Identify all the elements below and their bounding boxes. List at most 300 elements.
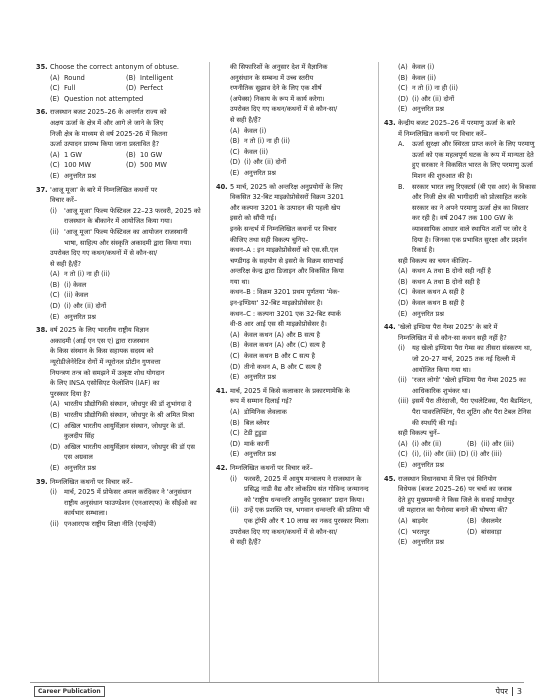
question-number: 43.: [384, 118, 396, 127]
answer-option: [50, 280, 202, 291]
answer-option: [50, 410, 202, 421]
question-text-line: इन-इण्डिया' 32-बिट माइक्रोप्रोसेसर है।: [230, 299, 323, 308]
option-text: (i) केवल: [64, 280, 87, 289]
option-text: (i) और (ii) दोनों: [64, 302, 107, 311]
option-text: अनुत्तरित प्रश्न: [412, 538, 444, 547]
option-text: 100 MW: [64, 161, 91, 170]
question-block: [36, 477, 202, 530]
option-label: (A): [50, 270, 60, 279]
answer-option: [50, 269, 202, 280]
option-text: Intelligent: [140, 73, 174, 82]
option-label: (C): [50, 421, 60, 430]
question-header: [36, 477, 202, 488]
answer-option: [50, 150, 126, 161]
option-label: (B): [126, 150, 136, 159]
option-label: (D): [50, 302, 61, 311]
option-label: (B): [467, 439, 477, 448]
statement-label: (ii): [230, 506, 239, 515]
option-grid: [398, 516, 536, 537]
option-text: मार्क कार्नी: [244, 439, 269, 448]
question-number: 39.: [36, 477, 48, 486]
option-text: (ii) केवल: [64, 291, 89, 300]
option-text: डोमिनिक लेवलाक: [244, 408, 287, 416]
answer-option: [50, 83, 126, 94]
answer-option: [230, 136, 372, 147]
question-text: [50, 62, 202, 73]
option-grid: [50, 73, 202, 94]
option-text: बाड़मेर: [412, 516, 428, 525]
option-text: केवल (i): [412, 63, 435, 71]
option-grid: [398, 439, 536, 450]
option-label: (D): [467, 527, 478, 536]
option-text: केवल कथन (A) और (C) सत्य है: [244, 341, 326, 350]
question-header: [216, 463, 372, 474]
question-text-line: के किस संस्थान के किस सहायक सदस्य को: [50, 347, 154, 356]
option-label: (D): [126, 161, 137, 170]
column-middle: [216, 62, 372, 551]
option-label: (A): [398, 439, 408, 448]
statement-label: (ii): [50, 227, 59, 236]
option-label: (C): [398, 84, 408, 93]
option-text: अनुत्तरित प्रश्न: [412, 309, 444, 318]
publisher-logo: Career Publication: [34, 686, 105, 697]
option-label: (C): [50, 84, 60, 93]
option-label: (A): [50, 73, 60, 82]
question-text-line: 5 मार्च, 2025 को अन्तरिक्ष अनुप्रयोगों के लिए: [230, 182, 343, 191]
question-text-line: जी महाराज का पैनोरमा बनाने की घोषणा की?: [398, 506, 508, 515]
question-header: [36, 62, 202, 73]
question-text-line: उपरोक्त दिए गए कथन/कथनों में से कौन-सा/: [50, 249, 158, 258]
page-number: [496, 686, 522, 697]
statement-item: [398, 182, 536, 256]
question-text-line: कथन–C : कल्पना 3201 एक 32-बिट स्पार्क: [230, 309, 341, 318]
answer-option: [398, 287, 536, 298]
option-label: (B): [50, 280, 60, 289]
option-label: (E): [230, 450, 240, 459]
answer-option: [50, 290, 202, 301]
question-number: 35.: [36, 63, 48, 71]
question-text-line: नियन्त्रण तन्त्र को समझने में उत्कृष्ट शोध योगदान: [50, 368, 165, 377]
statement-text: 'आजू मूजा' फिल्म फेस्टिवल 22–23 फरवरी, 2025 को राजस्थान के बीकानेर में आयोजित किया गया।: [64, 206, 201, 226]
column-divider: [209, 62, 210, 682]
option-label: (E): [398, 105, 408, 114]
question-block: [36, 107, 202, 181]
question-text: [398, 322, 536, 343]
question-header: [216, 386, 372, 407]
answer-option: [398, 460, 536, 471]
option-text: अनुत्तरित प्रश्न: [244, 450, 276, 459]
option-text: केवल कथन (A) और B सत्य है: [244, 330, 321, 339]
question-text-line: में निम्नलिखित कथनों पर विचार करें–: [398, 129, 487, 138]
question-text-line: सही विकल्प चुनें–: [398, 429, 441, 438]
question-text: [50, 107, 202, 149]
statement-label: (ii): [398, 376, 407, 385]
option-label: (B): [398, 73, 408, 82]
answer-option: [398, 83, 536, 94]
option-label: (D): [230, 362, 241, 371]
question-text-line: से सही है/हैं?: [230, 115, 262, 124]
option-label: (A): [398, 267, 408, 276]
option-label: (D): [126, 84, 137, 93]
question-block: [216, 463, 372, 548]
question-text-line: और कल्पना 3201 के उत्पादन की पहली खेप: [230, 203, 341, 212]
answer-option: [50, 399, 202, 410]
question-text-line: राजस्थान बजट 2025–26 के अन्तर्गत राज्य को: [50, 108, 167, 117]
statement-label: (i): [230, 474, 237, 483]
option-label: (E): [50, 463, 60, 472]
column-right: [384, 62, 536, 551]
question-text-line: चण्डीगढ़ के सहयोग से इसरो के विक्रम साराभाई: [230, 256, 344, 265]
answer-option: [126, 160, 202, 171]
option-text: न तो (i) ना ही (ii): [64, 270, 110, 279]
statement-label: (ii): [50, 519, 59, 528]
option-text: अखिल भारतीय आयुर्विज्ञान संस्थान, जोधपुर की डॉ एस एस अग्रवाल: [64, 442, 195, 462]
option-label: (B): [467, 516, 477, 525]
question-text: [50, 477, 202, 488]
question-text-line: उपरोक्त दिए गए कथन/कथनों में से कौन-सा/: [230, 105, 338, 114]
option-label: (C): [398, 450, 408, 459]
page-label: पेपर: [495, 687, 508, 696]
answer-option: [398, 449, 536, 460]
question-header: [384, 118, 536, 139]
question-number: 38.: [36, 326, 48, 335]
answer-option: [398, 62, 536, 73]
statement-item: [50, 487, 202, 519]
page-num-value: 3: [516, 687, 522, 696]
option-text: केवल कथन B सही है: [412, 299, 465, 308]
option-text: कथन A तथा B दोनो सही है: [412, 277, 480, 286]
question-text-line: मार्च, 2025 में किसे कलाकार के प्रकारणामेकि के: [230, 386, 350, 395]
question-block: [36, 62, 202, 104]
question-text-line: अन्तरिक्ष केन्द्र द्वारा डिजाइन और विकसित किया: [230, 267, 344, 276]
statement-text: 'रजत लोगो' 'खेलो इण्डिया पैरा गेम्स 2025 का आधिकारिक शुभंकर था।: [412, 376, 526, 395]
option-text: केवल (i): [244, 126, 267, 135]
answer-option: [230, 351, 372, 362]
option-label: (E): [50, 171, 60, 180]
option-label: (B): [126, 73, 136, 82]
statement-item: [50, 227, 202, 248]
option-label: (D): [230, 158, 241, 167]
question-number: 36.: [36, 108, 48, 117]
option-label: (E): [230, 373, 240, 382]
question-text-line: निम्नलिखित में से कौन-सा कथन सही नहीं है?: [398, 333, 507, 342]
question-text-line: अक्षय ऊर्जा के क्षेत्र में और आगे ले जाने के लिए: [50, 118, 164, 127]
question-text-line: गया था।: [230, 277, 250, 286]
option-label: (E): [398, 309, 408, 318]
question-text-line: रणनीतिक सुझाव देने के लिए एक शीर्ष: [230, 84, 322, 93]
answer-option: [230, 407, 372, 418]
option-label: (E): [50, 94, 60, 103]
option-label: (D): [398, 299, 409, 308]
statement-text: मार्च, 2025 में प्रोफेसर अमल करंदिकर ने 'अनुसंधान राष्ट्रीय अनुसंधान फाउण्डेशन (एनआरएफ) के सीईओ का कार्यभार सम्भाला।: [64, 488, 197, 518]
statement-item: [398, 396, 536, 428]
answer-option: [50, 160, 126, 171]
statement-item: [230, 474, 372, 506]
answer-option: [230, 147, 372, 158]
option-label: (D): [50, 442, 61, 451]
option-label: (C): [50, 161, 60, 170]
answer-option: [126, 83, 202, 94]
option-label: (A): [50, 150, 60, 159]
option-text: 500 MW: [140, 161, 167, 170]
statement-text: ऊर्जा सुरक्षा और स्थिरता प्राप्त करने के लिए परमाणु ऊर्जा को एक महत्वपूर्ण घटक के रूप में मान्यता देते हुए सरकार ने विकसित भारत के लिए परमाणु ऊर्जा मिशन की शुरुआत की है।: [412, 140, 535, 180]
option-text: Round: [64, 73, 85, 82]
answer-option: [50, 442, 202, 463]
question-block: [384, 62, 536, 115]
answer-option: [398, 516, 467, 527]
option-text: टेडी टुडुडा: [244, 429, 267, 438]
column-divider: [378, 62, 379, 682]
question-number: 44.: [384, 323, 396, 332]
statement-item: [398, 375, 536, 396]
question-text-line: विधेयक (बजट 2025–26) पर चर्चा का जवाब: [398, 485, 512, 494]
option-label: (C): [230, 429, 240, 438]
question-text-line: निम्नलिखित कथनों पर विचार करें–: [50, 477, 133, 486]
question-text-line: इनके सन्दर्भ में निम्नलिखित कथनों पर विचार: [230, 224, 337, 233]
statement-text: इसमें पैरा तीरंदाजी, पैरा एथलेटिक्स, पैरा बैडमिंटन, पैरा पावरलिफ्टिंग, पैरा शूटिंग और पैरा टेबल टेनिस की स्पर्धाएँ की गई।: [412, 397, 533, 427]
question-number: 40.: [216, 182, 228, 191]
option-grid: [50, 150, 202, 171]
answer-option: [467, 516, 536, 527]
question-number: 42.: [216, 463, 228, 472]
question-block: [384, 322, 536, 470]
option-text: (i) और (ii) दोनों: [244, 158, 287, 167]
question-text-line: कथन–A : इन माइक्रोप्रोसेसरों को एस.सी.एल: [230, 246, 339, 255]
answer-option: [50, 73, 126, 84]
option-label: (D): [230, 439, 241, 448]
question-text-line: कीजिए तथा सही विकल्प चुनिए–: [230, 235, 309, 244]
option-label: (C): [230, 352, 240, 361]
answer-option: [230, 418, 372, 429]
option-text: अनुत्तरित प्रश्न: [412, 460, 444, 469]
question-text: [50, 185, 202, 206]
option-text: अनुत्तरित प्रश्न: [244, 168, 276, 177]
question-number: 37.: [36, 185, 48, 194]
answer-option: [398, 94, 536, 105]
option-text: भरतपुर: [412, 527, 430, 536]
question-header: [36, 107, 202, 149]
option-label: (B): [230, 418, 240, 427]
option-text: केवल कथन B और C सत्य है: [244, 352, 315, 361]
option-text: अनुत्तरित प्रश्न: [64, 463, 96, 472]
answer-option: [467, 439, 536, 450]
answer-option: [230, 340, 372, 351]
answer-option: [398, 104, 536, 115]
question-text-line: उपरोक्त दिए गए कथन/कथनों में से कौन-सा/: [230, 527, 338, 536]
option-label: (C): [50, 291, 60, 300]
option-label: (B): [398, 277, 408, 286]
option-text: भारतीय प्रौद्योगिकी संस्थान, जोधपुर के श्री अमित मिश्रा: [64, 411, 195, 419]
question-header: [384, 474, 536, 516]
answer-option: [230, 330, 372, 341]
statement-text: फरवरी, 2025 में आयुष मन्त्रालय ने राजस्थान के प्रसिद्ध नाडी वैद्य और लोकप्रिय संत गोविन्द जन्मानन्द को 'राष्ट्रीय धन्वन्तरि आयुर्वेद पुरस्कार' प्रदान किया।: [244, 474, 369, 504]
statement-item: [398, 139, 536, 181]
option-label: (A): [398, 63, 408, 71]
option-text: न तो (i) ना ही (ii): [412, 84, 458, 93]
question-header: [384, 322, 536, 343]
answer-option: [50, 301, 202, 312]
option-text: बिल ब्लेयर: [244, 418, 270, 427]
option-text: केवल (ii): [412, 73, 437, 82]
option-text: अनुत्तरित प्रश्न: [244, 373, 276, 382]
question-text-line: विचार करें–: [50, 196, 78, 205]
option-label: (C): [230, 147, 240, 156]
statement-label: (i): [50, 206, 57, 215]
statement-text: एनआरएफ राष्ट्रीय शिक्षा नीति (एनईपी): [64, 519, 157, 528]
footer-rule: [30, 682, 524, 683]
question-header: [36, 325, 202, 399]
question-text-line: इसरो को सौंपी गई।: [230, 214, 277, 223]
answer-option: [398, 298, 536, 309]
question-text-line: राजस्थान विधानसभा में वित्त एवं विनियोग: [398, 474, 497, 483]
answer-option: [230, 449, 372, 460]
question-text: [50, 325, 202, 399]
option-text: अनुत्तरित प्रश्न: [64, 312, 96, 321]
statement-label: (iii): [398, 397, 409, 406]
answer-option: [230, 168, 372, 179]
option-label: (E): [398, 460, 408, 469]
statement-label: (i): [398, 344, 405, 353]
question-text-line: 'खेलो इण्डिया पैरा गेम्स 2025' के बारे में: [398, 323, 498, 332]
option-text: Full: [64, 84, 76, 93]
answer-option: [398, 439, 467, 450]
option-label: (E): [398, 538, 408, 547]
answer-option: [230, 362, 372, 373]
question-block: [216, 62, 372, 179]
statement-item: [230, 505, 372, 526]
question-text-line: (अपेक्स) निकाय के रूप में कार्य करेगा।: [230, 94, 325, 103]
question-number: 41.: [216, 386, 228, 395]
option-text: Question not attempted: [64, 94, 144, 103]
question-header: [216, 182, 372, 330]
question-text-line: कथन–B : विक्रम 3201 प्रथम पूर्णतया 'मेक-: [230, 288, 340, 297]
question-text-line: से सही है/हैं?: [50, 259, 82, 268]
statement-label: (i): [50, 488, 57, 497]
option-label: (D): [398, 94, 409, 103]
question-text-line: रूप में सम्मान दिलाई गई?: [230, 397, 293, 406]
answer-option: [50, 94, 202, 105]
question-text: [230, 463, 372, 474]
question-text: [398, 118, 536, 139]
option-label: (A): [230, 126, 240, 135]
statement-text: उन्हें एक प्रशस्ति पत्र, भगवान धन्वन्तरि की प्रतिमा भी एक ट्रॉफी और ₹ 10 लाख का नकद पुरस्कार मिला।: [244, 506, 370, 525]
answer-option: [398, 527, 467, 538]
answer-option: [50, 421, 202, 442]
statement-label: A.: [398, 140, 405, 149]
question-block: [384, 474, 536, 548]
option-text: (ii) और (iii): [481, 439, 515, 448]
answer-option: [398, 73, 536, 84]
question-block: [36, 325, 202, 473]
question-text: [230, 386, 372, 407]
question-text-line: के लिए INSA एसोसिएट फेलोशिप (IAF) का: [50, 379, 160, 388]
statement-text: यह खेलो इण्डिया पैरा गेम्स का तीसरा संस्करण था, जो 20-27 मार्च, 2025 तक नई दिल्ली में आयोजित किया गया था।: [412, 344, 532, 374]
answer-option: [230, 126, 372, 137]
question-block: [384, 118, 536, 319]
option-text: अनुत्तरित प्रश्न: [64, 171, 96, 180]
answer-option: [50, 312, 202, 323]
option-label: (B): [50, 411, 60, 419]
answer-option: [230, 428, 372, 439]
question-text-line: न्यूरोडीजेनेरेटिव रोगों में न्यूरोनल प्रोटीन गुणवत्ता: [50, 358, 161, 367]
column-left: [36, 62, 202, 533]
option-label: (C): [398, 527, 408, 536]
answer-option: [398, 537, 536, 548]
option-text: केवल कथन A सही है: [412, 288, 465, 297]
question-text-line: पुरस्कार दिया है?: [50, 389, 91, 398]
option-text: 10 GW: [140, 150, 163, 159]
option-label: (E): [230, 168, 240, 177]
option-text: अनुत्तरित प्रश्न: [412, 105, 444, 114]
question-text-line: निम्नलिखित कथनों पर विचार करें–: [230, 463, 313, 472]
statement-item: [398, 343, 536, 375]
statement-text: 'आजू मूजा' फिल्म फेस्टिवल का आयोजन राजस्थानी भाषा, साहित्य और संस्कृति अकादमी द्वारा किया गया।: [64, 227, 192, 247]
question-text-line: केन्द्रीय बजट 2025–26 में परमाणु ऊर्जा के बारे: [398, 118, 516, 127]
question-text: [398, 474, 536, 516]
question-block: [216, 182, 372, 383]
question-text-line: अनुसंधान के सम्बन्ध में उच्च स्तरीय: [230, 73, 314, 82]
option-text: न तो (i) ना ही (ii): [244, 137, 290, 146]
option-text: (i) और (ii) दोनों: [412, 94, 455, 103]
answer-option: [398, 309, 536, 320]
option-label: (B): [230, 341, 240, 350]
question-text-line: वी-8 आर आई एस सी माइक्रोप्रोसेसर है।: [230, 320, 327, 329]
statement-label: B.: [398, 182, 405, 191]
option-text: भारतीय प्रौद्योगिकी संस्थान, जोधपुर की डॉ शुभांगदा दे: [64, 400, 192, 409]
option-label: (A): [230, 408, 240, 416]
question-text-line: विकसित 32-बिट माइक्रोप्रोसेसरों विक्रम 3201: [230, 193, 344, 202]
question-number: 45.: [384, 474, 396, 483]
question-text-line: सही विकल्प का चयन कीजिए–: [398, 256, 472, 265]
option-text: अखिल भारतीय आयुर्विज्ञान संस्थान, जोधपुर के डॉ. कुलदीप सिंह: [64, 421, 186, 441]
option-label: (A): [398, 516, 408, 525]
question-header: [36, 185, 202, 206]
option-label: (E): [50, 312, 60, 321]
option-text: कथन A तथा B दोनो सही नहीं है: [412, 267, 491, 276]
answer-option: [50, 171, 202, 182]
question-block: [216, 386, 372, 460]
answer-option: [467, 527, 536, 538]
statement-text: सरकार भारत लघु रिएक्टर्स (बी एस आर) के विकास और निजी क्षेत्र की भागीदारी को प्रोत्साहित करके सरकार का ने अपने परमाणु ऊर्जा क्षेत्र का विस्तार कर रही है। वर्ष 2047 तक 100 GW के व्यावसायिक आधार वाले स्थापित शर्तों पर जोर दे दिया है। जिनका एक प्रभावित सुरक्षा और प्रदर्शन रिकार्ड है।: [412, 182, 536, 255]
question-text-line: Choose the correct antonym of obtuse.: [50, 63, 180, 71]
question-text-line: अकादमी (आई एन एस ए) द्वारा राजस्थान: [50, 336, 149, 345]
question-block: [36, 185, 202, 323]
option-text: जैसलमेर: [481, 516, 502, 525]
answer-option: [230, 372, 372, 383]
question-text-line: 'आजू मूजा' के बारे में निम्नलिखित कथनों पर: [50, 185, 158, 194]
question-text-line: से सही है/हैं?: [230, 538, 262, 547]
question-text: [230, 182, 372, 330]
option-text: (i) और (ii): [412, 439, 442, 448]
answer-option: [230, 157, 372, 168]
statement-item: [50, 206, 202, 227]
option-text: बांसवाड़ा: [481, 527, 502, 536]
question-text-line: की सिफारिशों के अनुसार देश में वैज्ञानिक: [230, 63, 328, 71]
option-text: तीनो कथन A, B और C सत्य है: [244, 362, 322, 371]
option-text: Perfect: [140, 84, 164, 93]
option-text: केवल (ii): [244, 147, 269, 156]
answer-option: [230, 439, 372, 450]
option-label: (B): [230, 137, 240, 146]
question-text-line: ऊर्जा उत्पादन प्रारम्भ किया जाना प्रस्तावित है?: [50, 140, 160, 149]
answer-option: [398, 266, 536, 277]
statement-item: [50, 519, 202, 530]
option-label: (A): [50, 400, 60, 409]
question-text-line: वर्ष 2025 के लिए भारतीय राष्ट्रीय विज्ञान: [50, 326, 149, 335]
option-label: (C): [398, 288, 408, 297]
option-label: (A): [230, 330, 240, 339]
option-text: 1 GW: [64, 150, 82, 159]
